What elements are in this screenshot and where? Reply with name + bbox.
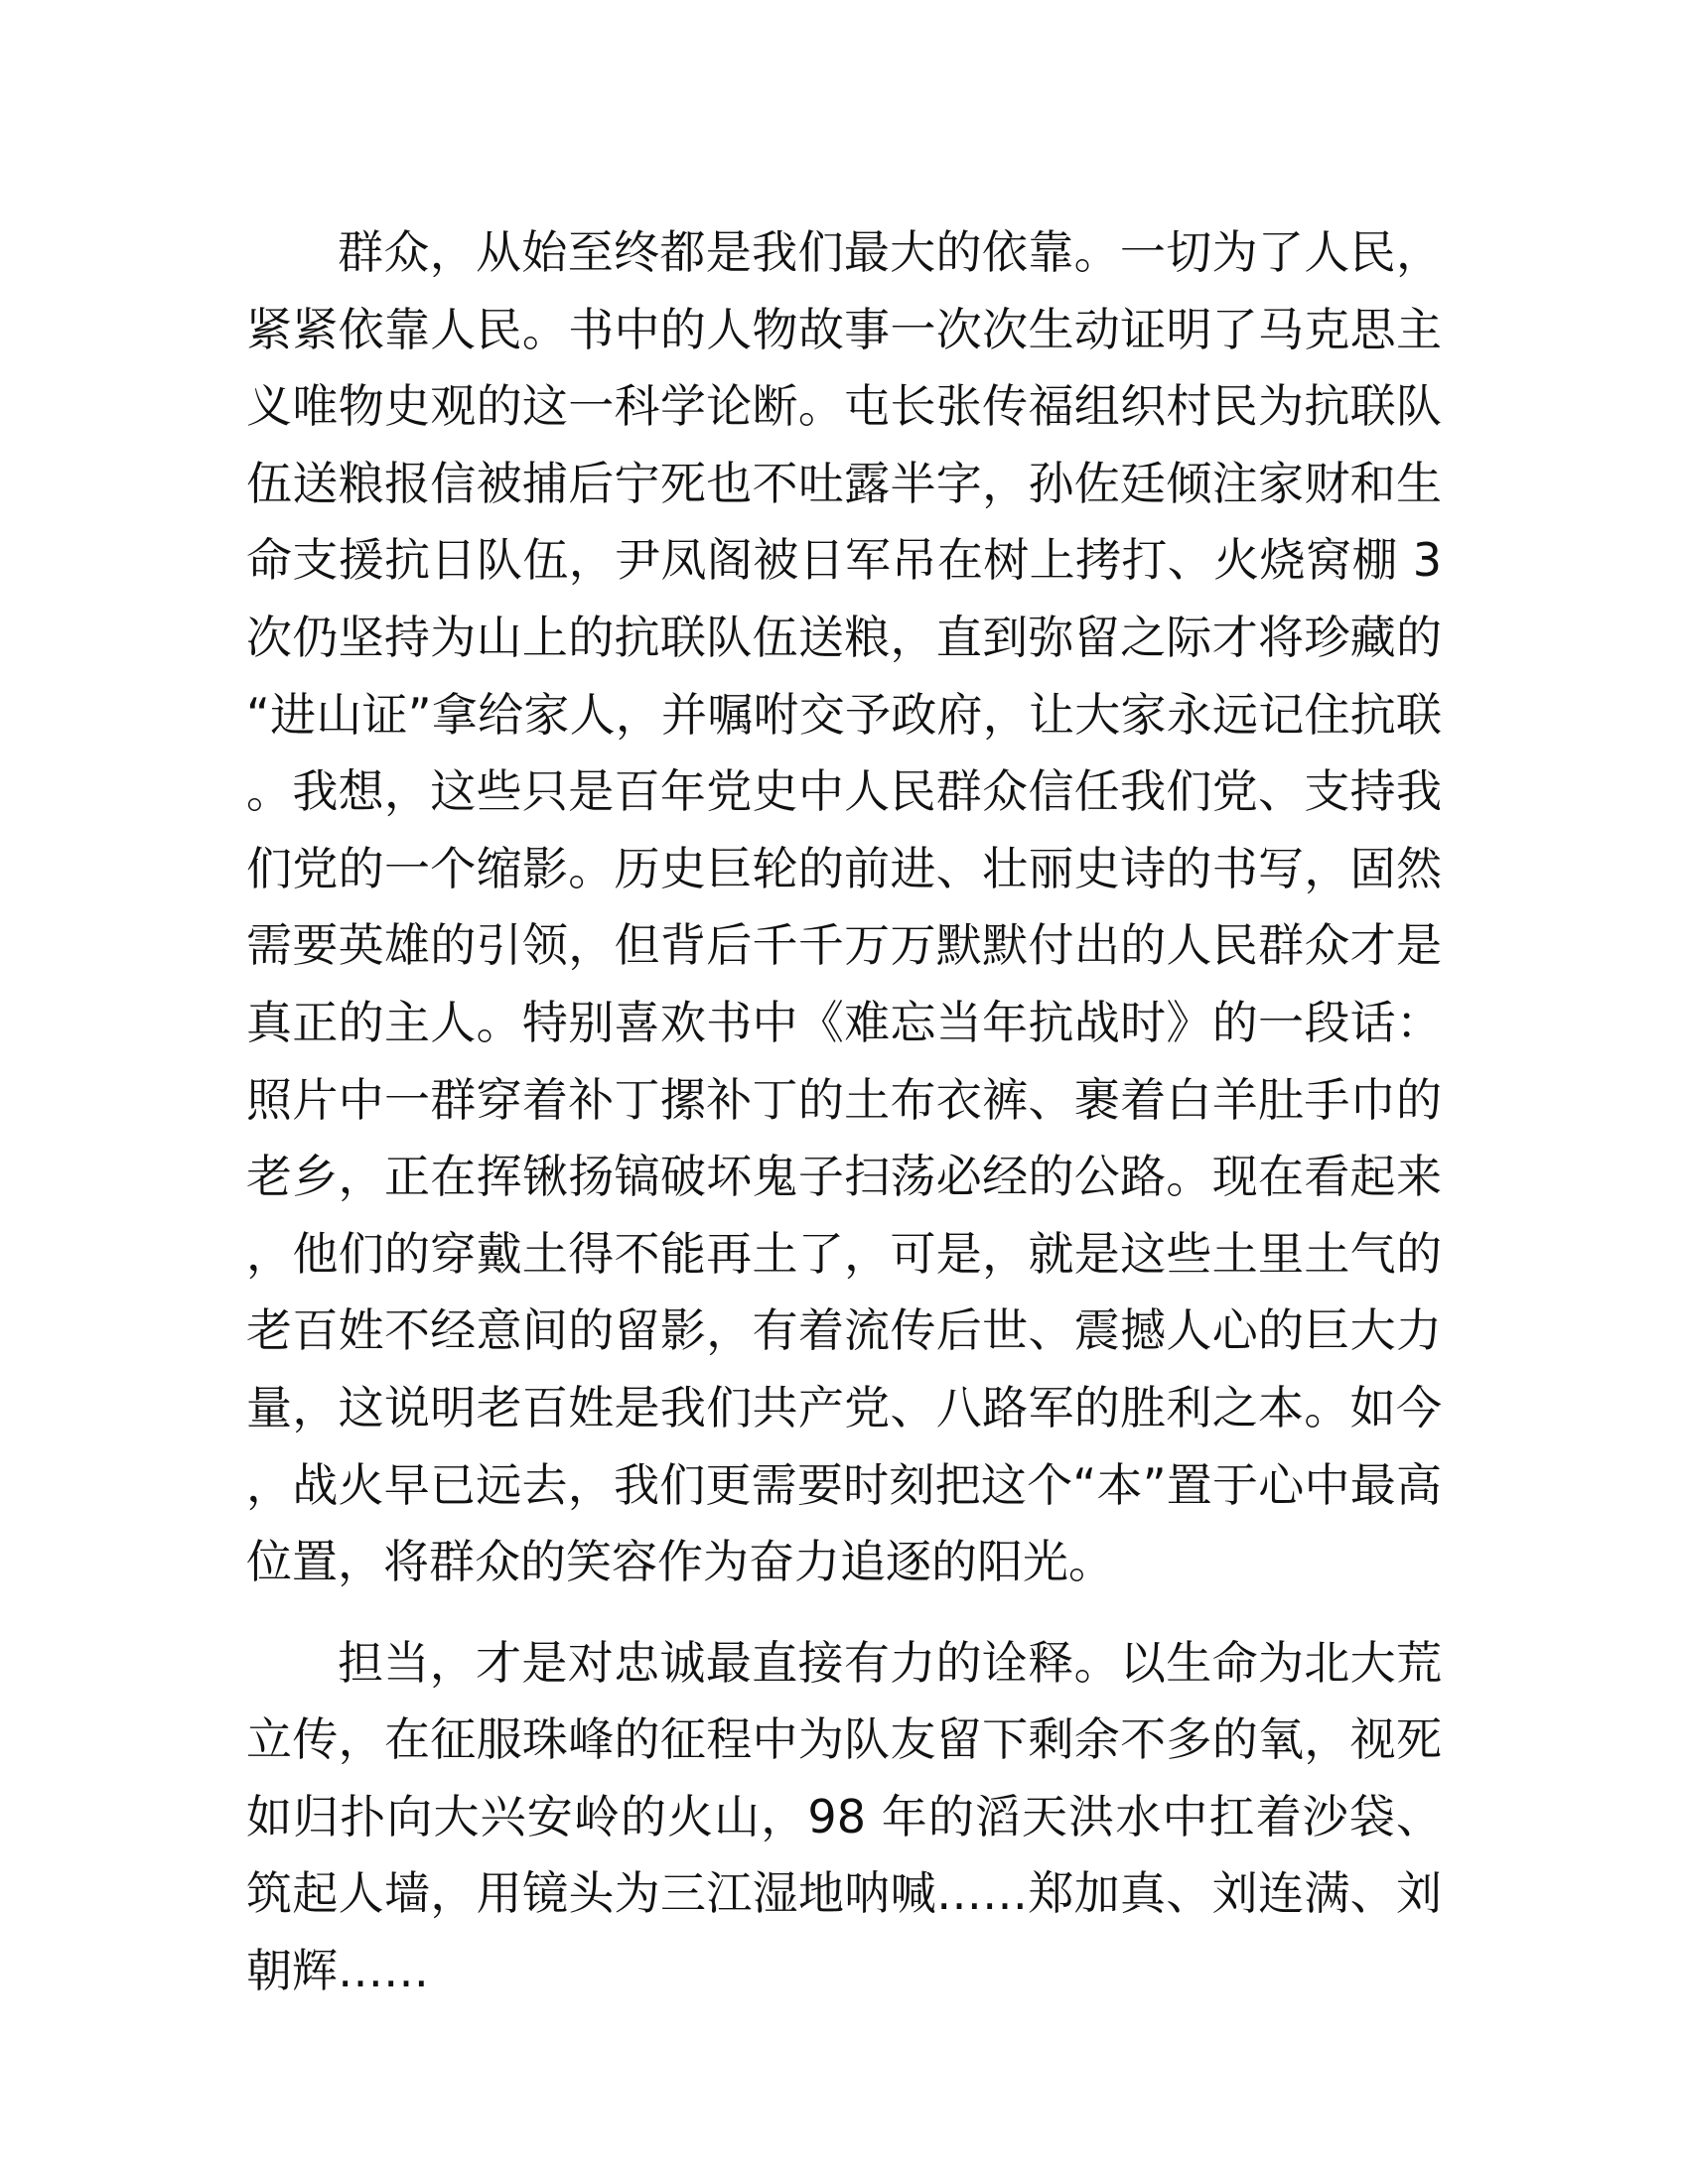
document-body (246, 214, 1442, 2010)
paragraph-masses: 群众，从始至终都是我们最大的依靠。一切为了人民，紧紧依靠人民。书中的人物故事一次次生动证明了马克思主义唯物史观的这一科学论断。屯长张传福组织村民为抗联队伍送粮报信被捕后宁死也不吐露半字，孙佐廷倾注家财和生命支援抗日队伍，尹凤阁被日军吊在树上拷打、火烧窝棚 3 次仍坚持为山上的抗联队伍送粮，直到弥留之际才将珍藏的“进山证”拿给家人，并嘱咐交予政府，让大家永远记住抗联。我想，这些只是百年党史中人民群众信任我们党、支持我们党的一个缩影。历史巨轮的前进、壮丽史诗的书写，固然需要英雄的引领，但背后千千万万默默付出的人民群众才是真正的主人。特别喜欢书中《难忘当年抗战时》的一段话：照片中一群穿着补丁摞补丁的土布衣裤、裹着白羊肚手巾的老乡，正在挥锹扬镐破坏鬼子扫荡必经的公路。现在看起来，他们的穿戴土得不能再土了，可是，就是这些土里土气的老百姓不经意间的留影，有着流传后世、震撼人心的巨大力量，这说明老百姓是我们共产党、八路军的胜利之本。如今，战火早已远去，我们更需要时刻把这个“本”置于心中最高位置，将群众的笑容作为奋力追逐的阳光。 (246, 225, 1442, 1589)
paragraph-responsibility: 担当，才是对忠诚最直接有力的诠释。以生命为北大荒立传，在征服珠峰的征程中为队友留下剩余不多的氧，视死如归扑向大兴安岭的火山，98 年的滔天洪水中扛着沙袋、筑起人墙，用镜头为三江湿地呐喊……郑加真、刘连满、刘朝辉…… (246, 1635, 1442, 1998)
